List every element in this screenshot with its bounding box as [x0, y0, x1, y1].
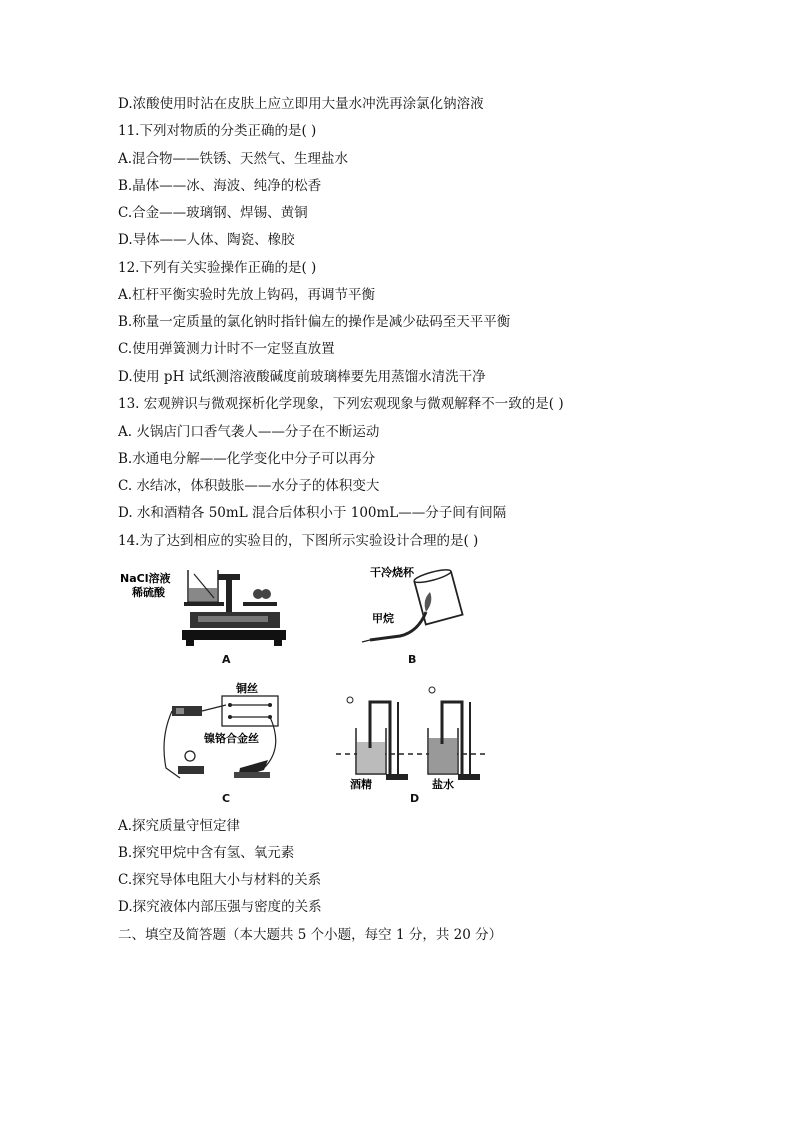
section-2-heading: 二、填空及简答题（本大题共 5 个小题，每空 1 分，共 20 分）	[118, 927, 503, 943]
figure-c-circuit	[160, 678, 290, 808]
question-11-stem: 11.下列对物质的分类正确的是( )	[118, 123, 317, 139]
question-12-option-d: D.使用 pH 试纸测溶液酸碱度前玻璃棒要先用蒸馏水清洗干净	[118, 369, 486, 385]
figure-b-methane-combustion	[360, 560, 470, 670]
figure-b-label-methane: 甲烷	[372, 612, 394, 625]
question-13-stem: 13. 宏观辨识与微观探析化学现象，下列宏观现象与微观解释不一致的是( )	[118, 396, 564, 412]
question-12-stem: 12.下列有关实验操作正确的是( )	[118, 260, 317, 276]
question-11-option-c: C.合金——玻璃钢、焊锡、黄铜	[118, 205, 308, 221]
question-14-option-c: C.探究导体电阻大小与材料的关系	[118, 872, 322, 888]
figure-d-pressure-gauges	[336, 678, 496, 808]
question-10-option-d: D.浓酸使用时沾在皮肤上应立即用大量水冲洗再涂氯化钠溶液	[118, 96, 484, 112]
question-11-option-a: A.混合物——铁锈、天然气、生理盐水	[118, 151, 349, 167]
figure-d-label-brine: 盐水	[432, 778, 454, 791]
question-13-option-a: A. 火锅店门口香气袭人——分子在不断运动	[118, 424, 380, 440]
figure-d-label-alcohol: 酒精	[350, 778, 372, 791]
figure-a-label-nacl: NaCl溶液	[120, 572, 171, 585]
question-14-option-b: B.探究甲烷中含有氢、氧元素	[118, 845, 295, 861]
question-11-option-b: B.晶体——冰、海波、纯净的松香	[118, 178, 322, 194]
question-13-option-b: B.水通电分解——化学变化中分子可以再分	[118, 451, 376, 467]
figure-a-balance	[118, 560, 298, 670]
question-14-stem: 14.为了达到相应的实验目的，下图所示实验设计合理的是( )	[118, 533, 479, 549]
figure-a-caption: A	[222, 653, 231, 666]
figure-b-caption: B	[408, 653, 417, 666]
figure-b-label-beaker: 干冷烧杯	[370, 566, 414, 579]
question-12-option-a: A.杠杆平衡实验时先放上钩码，再调节平衡	[118, 287, 376, 303]
figure-c-label-copper: 铜丝	[236, 682, 258, 695]
figure-d-caption: D	[410, 792, 420, 805]
figure-a-label-acid: 稀硫酸	[132, 586, 165, 599]
question-12-option-b: B.称量一定质量的氯化钠时指针偏左的操作是减少砝码至天平平衡	[118, 314, 511, 330]
question-13-option-c: C. 水结冰，体积鼓胀——水分子的体积变大	[118, 478, 380, 494]
question-11-option-d: D.导体——人体、陶瓷、橡胶	[118, 232, 295, 248]
figure-c-label-nichrome: 镍铬合金丝	[204, 732, 259, 745]
question-14-option-d: D.探究液体内部压强与密度的关系	[118, 899, 322, 915]
question-12-option-c: C.使用弹簧测力计时不一定竖直放置	[118, 341, 335, 357]
figure-c-caption: C	[222, 792, 231, 805]
question-13-option-d: D. 水和酒精各 50mL 混合后体积小于 100mL——分子间有间隔	[118, 505, 507, 521]
question-14-option-a: A.探究质量守恒定律	[118, 818, 241, 834]
